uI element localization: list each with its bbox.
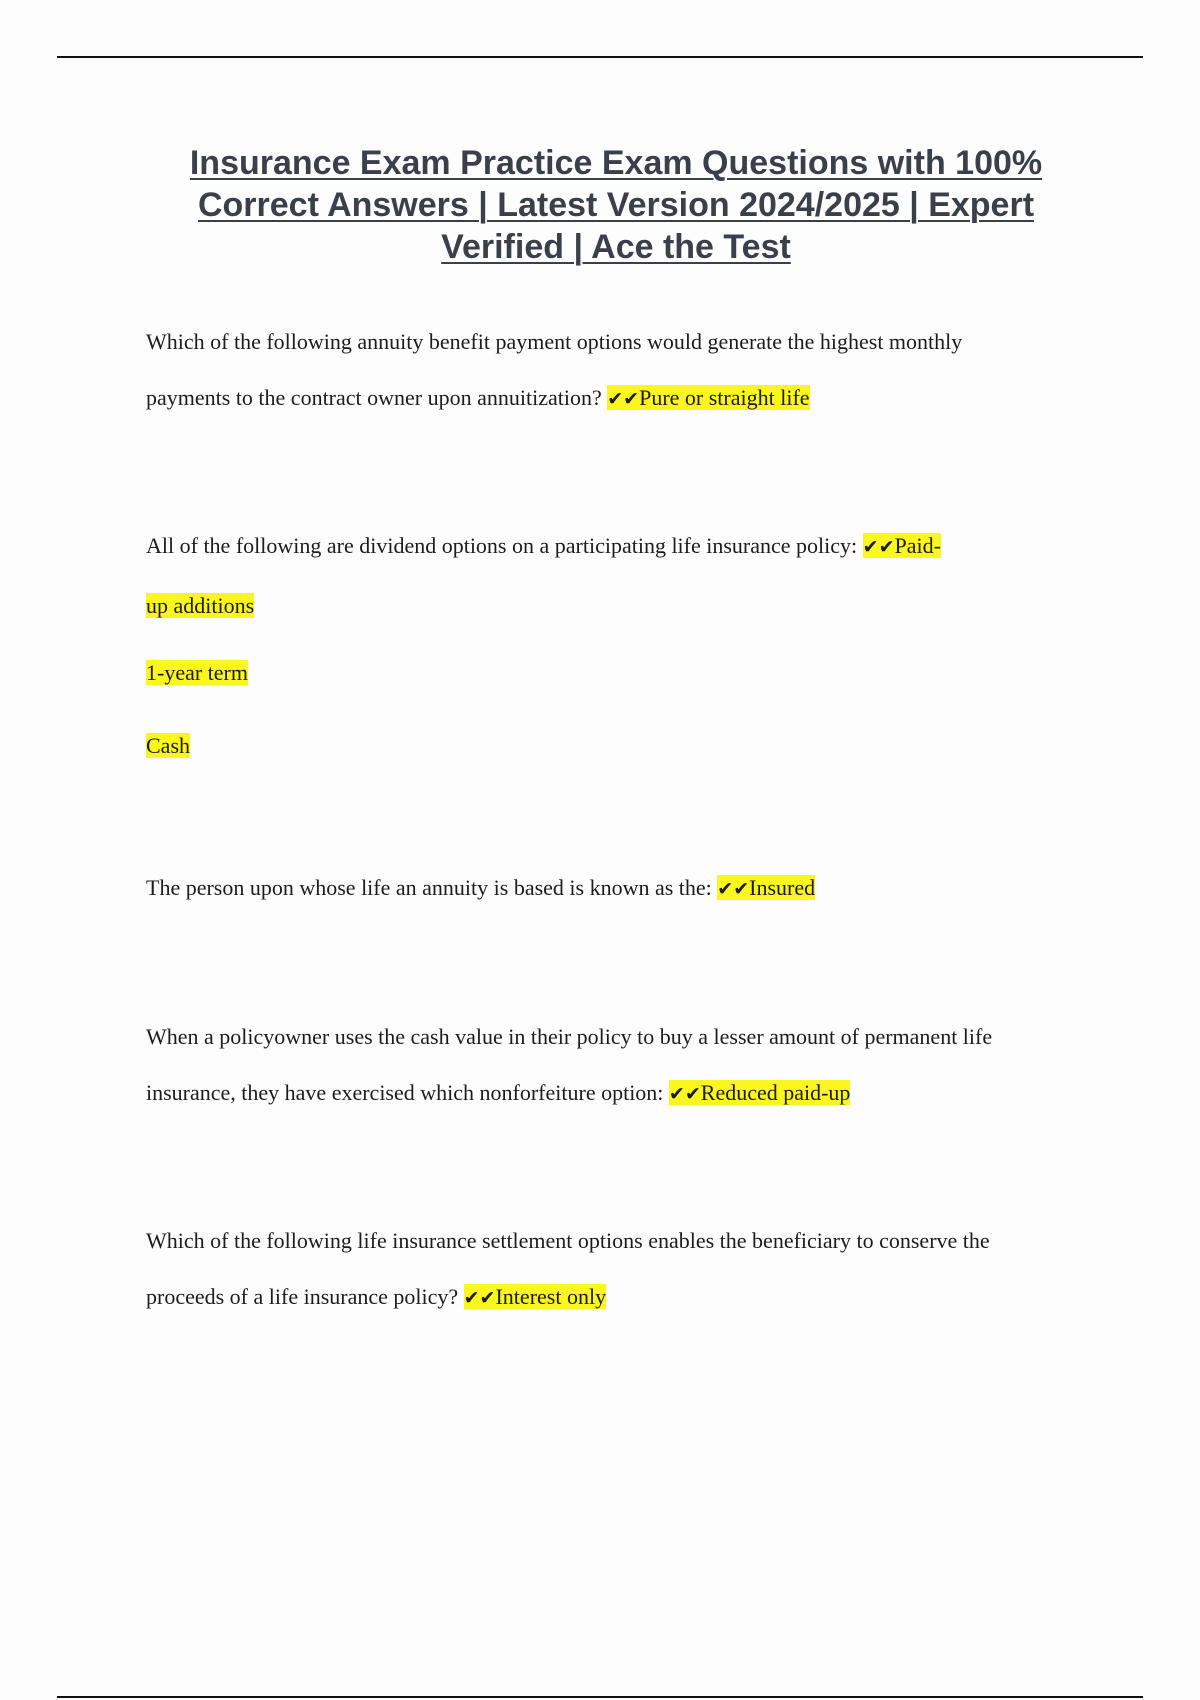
answer-line: Cash [146, 733, 190, 758]
title-line: Correct Answers | Latest Version 2024/2025 | Expert [197, 186, 1035, 224]
document-title [140, 142, 1092, 268]
question-4-line-1: When a policyowner uses the cash value in their policy to buy a lesser amount of permanent life [146, 1024, 993, 1049]
answer-highlight: ✔✔Interest only [463, 1284, 607, 1309]
question-4-line-2: insurance, they have exercised which nonforfeiture option: ✔✔Reduced paid-up [146, 1080, 851, 1105]
answer-highlight: ✔✔Pure or straight life [607, 385, 810, 410]
answer-line: 1-year term [146, 660, 248, 685]
question-5-line-2: proceeds of a life insurance policy? ✔✔Interest only [146, 1284, 607, 1309]
double-check-icon: ✔✔ [668, 1083, 701, 1105]
answer-highlight: ✔✔Paid- [862, 533, 941, 558]
question-1-line-1: Which of the following annuity benefit payment options would generate the highest monthly [146, 329, 963, 354]
title-line: Insurance Exam Practice Exam Questions with 100% [189, 144, 1043, 182]
question-2-line-1: All of the following are dividend options on a participating life insurance policy: ✔✔Paid- [146, 533, 941, 558]
title-line: Verified | Ace the Test [441, 228, 791, 266]
question-5-line-1: Which of the following life insurance settlement options enables the beneficiary to conserve the [146, 1228, 990, 1253]
bottom-rule [57, 1696, 1143, 1698]
question-3-line-1: The person upon whose life an annuity is based is known as the: ✔✔Insured [146, 875, 816, 900]
answer-line: up additions [146, 593, 255, 618]
double-check-icon: ✔✔ [607, 388, 640, 410]
double-check-icon: ✔✔ [463, 1287, 496, 1309]
double-check-icon: ✔✔ [717, 878, 750, 900]
question-1-line-2: payments to the contract owner upon annuitization? ✔✔Pure or straight life [146, 385, 810, 410]
answer-highlight: ✔✔Insured [717, 875, 816, 900]
top-rule [57, 56, 1143, 58]
answer-highlight: ✔✔Reduced paid-up [668, 1080, 851, 1105]
double-check-icon: ✔✔ [862, 536, 895, 558]
